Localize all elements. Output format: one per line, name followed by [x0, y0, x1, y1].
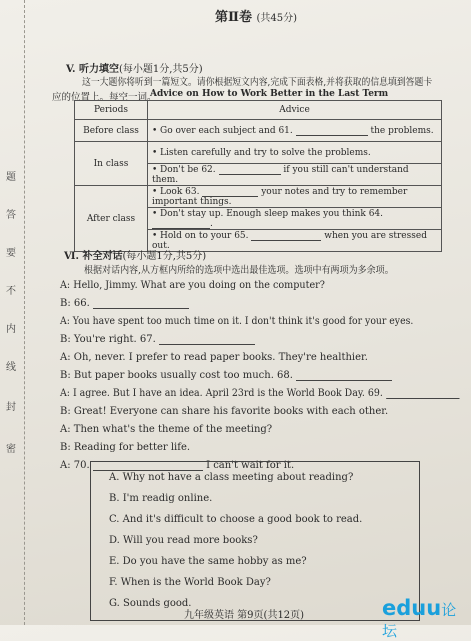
paper-title-text: 第Ⅱ卷 — [215, 10, 252, 25]
advice-text: Hold on to your 65. — [160, 230, 249, 241]
section-v-instruction-2: 应的位置上。每空一词。 — [52, 92, 157, 103]
advice-cell: • Go over each subject and 61. the problems. — [148, 120, 442, 142]
answer-blank-68[interactable] — [296, 380, 392, 381]
section-vi-title: Ⅵ. 补全对话 — [64, 251, 123, 262]
section-vi-instruction: 根据对话内容,从方框内所给的选项中选出最佳选项。选项中有两项为多余项。 — [84, 265, 394, 276]
section-v-title: V. 听力填空 — [66, 64, 119, 75]
dialogue-line: A: Then what's the theme of the meeting? — [60, 424, 273, 435]
dialogue-line: B: 66. — [60, 298, 189, 309]
dialogue-line: A: Hello, Jimmy. What are you doing on the computer? — [60, 280, 325, 291]
paper-title-note: (共45分) — [256, 13, 298, 24]
table-row — [75, 120, 442, 142]
option-c: C. And it's difficult to choose a good book to read. — [109, 514, 363, 525]
advice-text: Look 63. — [160, 186, 200, 197]
margin-char: 封 — [6, 402, 16, 413]
section-vi-heading — [64, 247, 206, 262]
answer-blank-69[interactable] — [386, 398, 459, 399]
advice-text: Don't be 62. — [160, 164, 216, 175]
answer-blank-67[interactable] — [159, 344, 255, 345]
advice-cell: • Listen carefully and try to solve the problems. — [148, 142, 442, 164]
answer-blank-61[interactable] — [296, 135, 368, 136]
option-a: A. Why not have a class meeting about reading? — [109, 472, 354, 483]
advice-cell: • Don't be 62. if you still can't understand them. — [148, 164, 442, 186]
advice-table — [74, 100, 442, 252]
dialogue-line: A: I agree. But I have an idea. April 23rd is the World Book Day. 69. — [60, 388, 459, 399]
answer-blank-64[interactable] — [152, 228, 210, 229]
paper-title — [215, 6, 297, 25]
advice-cell: • Don't stay up. Enough sleep makes you think 64. . — [148, 208, 442, 230]
option-e: E. Do you have the same hobby as me? — [109, 556, 307, 567]
margin-char: 不 — [6, 286, 16, 297]
section-vi-note: (每小题1分,共5分) — [122, 251, 207, 262]
options-box — [90, 461, 420, 621]
page-footer: 九年级英语 第9页(共12页) — [184, 610, 305, 621]
margin-char: 内 — [6, 324, 16, 335]
section-v-instruction-1: 这一大题你将听到一篇短文。请你根据短文内容,完成下面表格,并将获取的信息填到答题卡 — [82, 77, 433, 88]
logo-brand: eduu — [382, 596, 442, 620]
advice-text: Listen carefully and try to solve the problems. — [160, 147, 371, 158]
advice-cell: • Hold on to your 65. when you are stressed out. — [148, 230, 442, 252]
table-row — [75, 186, 442, 208]
table-header-row — [75, 101, 442, 120]
binding-margin — [0, 0, 25, 625]
dialogue-line: A: Oh, never. I prefer to read paper books. They're healthier. — [60, 352, 368, 363]
option-f: F. When is the World Book Day? — [109, 577, 271, 588]
option-g: G. Sounds good. — [109, 598, 192, 609]
answer-blank-66[interactable] — [93, 308, 189, 309]
margin-char: 答 — [6, 210, 16, 221]
table-caption: Advice on How to Work Better in the Last Term — [150, 89, 389, 99]
margin-char: 题 — [6, 172, 16, 183]
periods-header: Periods — [75, 101, 148, 120]
advice-text-end: your notes and try to remember important things. — [152, 186, 408, 207]
advice-text-end: . — [210, 218, 213, 229]
advice-header: Advice — [148, 101, 442, 120]
period-cell: After class — [75, 186, 148, 252]
eduu-logo — [382, 596, 468, 640]
margin-char: 密 — [6, 444, 16, 455]
option-b: B. I'm readig online. — [109, 493, 213, 504]
dialogue-line: B: You're right. 67. — [60, 334, 255, 345]
dialogue-line: B: Reading for better life. — [60, 442, 191, 453]
answer-blank-62[interactable] — [219, 174, 281, 175]
advice-text: Don't stay up. Enough sleep makes you think 64. — [160, 208, 384, 219]
advice-text: Go over each subject and 61. — [160, 125, 293, 136]
section-v-heading — [66, 60, 203, 75]
answer-blank-65[interactable] — [251, 240, 321, 241]
section-v-note: (每小题1分,共5分) — [118, 64, 203, 75]
advice-cell: • Look 63. your notes and try to remember important things. — [148, 186, 442, 208]
option-d: D. Will you read more books? — [109, 535, 258, 546]
period-cell: In class — [75, 142, 148, 186]
period-cell: Before class — [75, 120, 148, 142]
table-row — [75, 142, 442, 164]
advice-text-end: when you are stressed out. — [152, 230, 427, 251]
advice-text-end: the problems. — [370, 125, 434, 136]
dialogue-line: A: 70. I can't wait for it. — [60, 460, 295, 471]
logo-suffix: 论坛 — [382, 601, 457, 640]
dialogue-line: B: But paper books usually cost too much. 68. — [60, 370, 392, 381]
dialogue-line: B: Great! Everyone can share his favorite books with each other. — [60, 406, 389, 417]
dialogue-line: A: You have spent too much time on it. I don't think it's good for your eyes. — [60, 316, 414, 327]
margin-char: 要 — [6, 248, 16, 259]
margin-char: 线 — [6, 362, 16, 373]
advice-text-end: if you still can't understand them. — [152, 164, 409, 185]
